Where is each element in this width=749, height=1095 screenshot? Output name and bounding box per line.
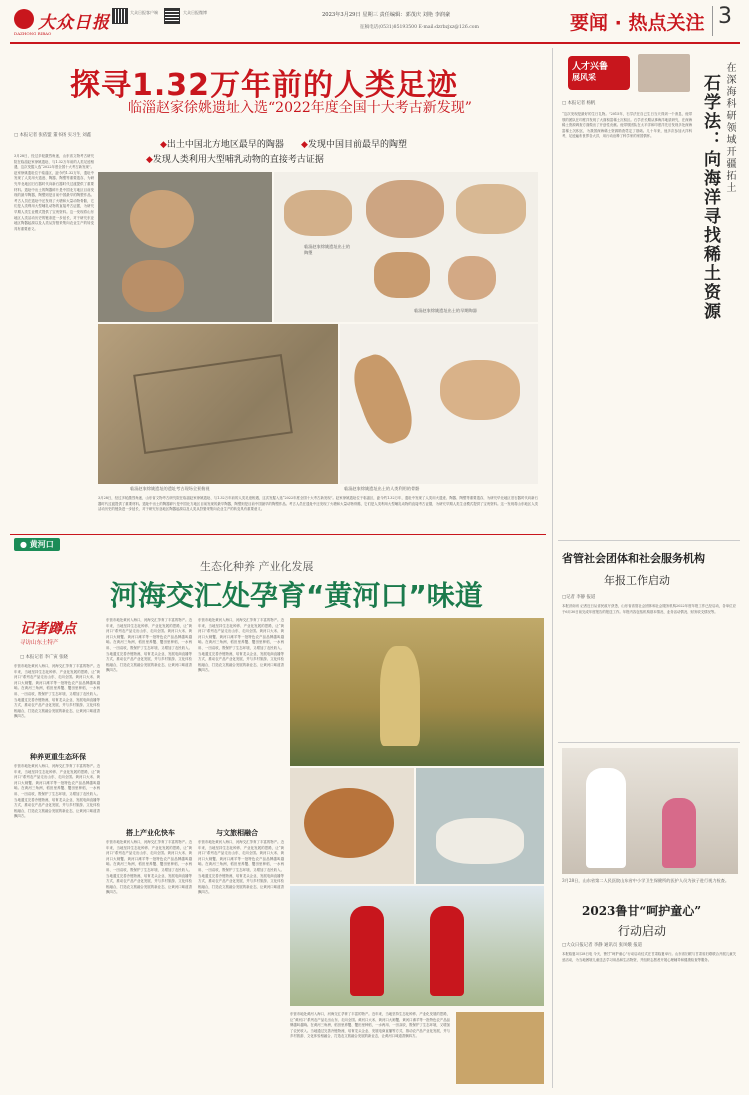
section-divider xyxy=(712,6,713,36)
location-pin-icon: ● xyxy=(20,539,27,549)
talent-badge xyxy=(568,56,630,90)
section-heading-2: 搭上产业化快车 xyxy=(126,828,175,837)
photo-crabs xyxy=(290,768,414,884)
page-number: 3 xyxy=(718,4,732,29)
farmer-figure xyxy=(350,906,384,996)
article-3 xyxy=(558,540,740,740)
photo-eye-check xyxy=(562,748,738,874)
byline: □大众日报记者 李静 通讯员 张凤娥 报道 xyxy=(562,943,642,948)
badge-subtitle: 展风采 xyxy=(572,72,596,82)
photo-caption-objects: 临淄赵家徐姚遗址出土的陶塑 xyxy=(304,244,351,255)
app-label-2: 大众日报微博 xyxy=(183,10,207,15)
artifact-shape xyxy=(122,260,184,312)
section-title: 要闻 · 热点关注 xyxy=(570,12,705,34)
bone-shape xyxy=(440,360,520,420)
diamond-icon: ◆ xyxy=(301,140,308,150)
byline: □ 本报记者 张依盟 董书扬 实习生 刘鑫 xyxy=(14,133,91,138)
doctor-figure xyxy=(586,768,626,868)
article-body-col1: 东营市地处黄河入海口，河海交汇孕育了丰富的物产。近年来，当地坚持生态化种养、产业化发展的思路，让“黄河口”系列农产品走出山东、走向全国。黄河口大米、黄河口大闸蟹、黄河口滩羊等一批特色农产品品牌越叫越响。在黄河三角洲，稻田里养蟹、蟹田里种稻，一水两用、一田双收，既保护了生态环境，又增加了农民收入。当地通过完善冷链物流、培育龙头企业、发展电商直播等方式，推动农产品产业化发展，并与乡村旅游、文化体验相融合，打造农文旅融合发展的新业态，让黄河口味道香飘四方。 xyxy=(14,664,100,719)
article-body: 本报临夏3月28日电 今天，鲁甘“呵护童心”行动启动仪式在甘肃临夏举行。山东省妇联与甘肃省妇联联合开展儿童关爱活动，为当地困境儿童送去学习用品和生活物资，并组织志愿者开展心理辅导和健康检查等服务。 xyxy=(562,952,736,962)
article-body-col2b: 东营市地处黄河入海口，河海交汇孕育了丰富的物产。近年来，当地坚持生态化种养、产业化发展的思路，让“黄河口”系列农产品走出山东、走向全国。黄河口大米、黄河口大闸蟹、黄河口滩羊等一批特色农产品品牌越叫越响。在黄河三角洲，稻田里养蟹、蟹田里种稻，一水两用、一田双收，既保护了生态环境，又增加了农民收入。当地通过完善冷链物流、培育龙头企业、发展电商直播等方式，推动农产品产业化发展，并与乡村旅游、文化体验相融合，打造农文旅融合发展的新业态，让黄河口味道香飘四方。 xyxy=(106,840,192,895)
article-body-col4: 东营市地处黄河入海口，河海交汇孕育了丰富的物产。近年来，当地坚持生态化种养、产业化发展的思路，让“黄河口”系列农产品走出山东、走向全国。黄河口大米、黄河口大闸蟹、黄河口滩羊等一批特色农产品品牌越叫越响。在黄河三角洲，稻田里养蟹、蟹田里种稻，一水两用、一田双收，既保护了生态环境，又增加了农民收入。当地通过完善冷链物流、培育龙头企业、发展电商直播等方式，推动农产品产业化发展，并与乡村旅游、文化体验相融合，打造农文旅融合发展的新业态，让黄河口味道香飘四方。 xyxy=(290,1012,450,1039)
artifact-shape xyxy=(284,190,352,236)
profile-body: “这次发现是最好的生日礼物。”2015年，石学法在自己生日当天得到一个消息，他带领的团队在印度洋发现了大面积富稀土沉积区。石学法长期从事海洋地质研究，在深海稀土资源调查方面做出了开创性贡献。他带领团队在太平洋和印度洋先后发现多处深海富稀土沉积区，为我国深海稀土资源勘查奠定了基础。几十年来，他多次参加大洋科考，足迹遍布世界各大洋，用行动诠释了科学家的家国情怀。 xyxy=(562,112,692,139)
article-body-left: 3月28日，经过多轮激烈角逐，山东省文物考古研究院在临淄赵家徐姚遗址、与1.32万年前的人类足迹相遇，这次发掘入选“2022年度全国十大考古新发现”。赵家徐姚遗址位于临淄区，距今约1.32万年，遗址中发现了人类用火遗迹、陶器、陶塑等重要遗存，为研究华北地区旧石器时代向新石器时代过渡提供了重要材料。遗址中出土的陶器碎片是中国北方地区目前发现的最早陶器，陶塑则是目前中国最早的陶塑作品。考古人员在遗址中还发现了火塘和大量动物骨骼，它们是人类利用大型哺乳动物的直接考古证据，为研究早期人类生业模式提供了宝贵资料。这一发现将山东地区人类活动历史的链条进一步延长，对于研究东亚地区陶器起源以及人类从狩猎采集向农业生产的转变具有重要意义。 xyxy=(14,154,94,231)
masthead-rule xyxy=(10,42,740,44)
photo-small xyxy=(456,1012,544,1084)
harvest-figure xyxy=(380,646,420,746)
series-label: 记者蹲点 xyxy=(20,621,76,637)
article-body-col3b: 东营市地处黄河入海口，河海交汇孕育了丰富的物产。近年来，当地坚持生态化种养、产业化发展的思路，让“黄河口”系列农产品走出山东、走向全国。黄河口大米、黄河口大闸蟹、黄河口滩羊等一批特色农产品品牌越叫越响。在黄河三角洲，稻田里养蟹、蟹田里种稻，一水两用、一田双收，既保护了生态环境，又增加了农民收入。当地通过完善冷链物流、培育龙头企业、发展电商直播等方式，推动农产品产业化发展，并与乡村旅游、文化体验相融合，打造农文旅融合发展的新业态，让黄河口味道香飘四方。 xyxy=(198,840,284,895)
series-sub: 寻访山东土特产 xyxy=(20,640,59,646)
qr-code-icon xyxy=(112,8,128,24)
article-1 xyxy=(10,50,548,520)
photo-site xyxy=(98,324,338,484)
article-body: 本报济南讯 记者近日从省民政厅获悉，山东省省管社会团体和社会服务机构2022年度年报工作已经启动，各单位应于6月30日前完成年度报告的报送工作。年报内容包括机构基本情况、业务活动情况、财务收支情况等。 xyxy=(562,604,736,614)
crab-shape xyxy=(304,788,394,858)
photo-livestock xyxy=(416,768,544,884)
section-label: ● 黄河口 xyxy=(14,538,60,551)
section-heading-1: 种养更重生态环保 xyxy=(30,752,86,761)
diamond-icon: ◆ xyxy=(160,140,167,150)
headline: 2023鲁甘“呵护童心” xyxy=(582,904,702,918)
article-body-col2: 东营市地处黄河入海口，河海交汇孕育了丰富的物产。近年来，当地坚持生态化种养、产业化发展的思路，让“黄河口”系列农产品走出山东、走向全国。黄河口大米、黄河口大闸蟹、黄河口滩羊等一批特色农产品品牌越叫越响。在黄河三角洲，稻田里养蟹、蟹田里种稻，一水两用、一田双收，既保护了生态环境，又增加了农民收入。当地通过完善冷链物流、培育龙头企业、发展电商直播等方式，推动农产品产业化发展，并与乡村旅游、文化体验相融合，打造农文旅融合发展的新业态，让黄河口味道香飘四方。 xyxy=(106,618,192,673)
kicker: 生态化种养 产业化发展 xyxy=(200,560,314,573)
headline: 省管社会团体和社会服务机构 xyxy=(562,552,705,565)
photo-caption-site: 临淄赵家徐姚遗址的遗址考古现场全景俯视 xyxy=(130,486,210,491)
photo-caption-objects-2: 临淄赵家徐姚遗址出土的早期陶器 xyxy=(414,308,477,313)
photo-caption-bone: 临淄赵家徐姚遗址出土的人类利用的骨骼 xyxy=(344,486,420,491)
section-rule xyxy=(10,534,546,535)
artifact-shape xyxy=(456,184,526,234)
profile-title: 石学法：向海洋寻找稀土资源 xyxy=(700,74,720,321)
highlight-1: ◆出土中国北方地区最早的陶器 xyxy=(160,140,284,150)
highlights xyxy=(146,132,480,168)
article-2 xyxy=(10,530,548,1088)
column-divider xyxy=(552,48,553,1088)
article-divider xyxy=(558,540,740,541)
newspaper-logo-icon xyxy=(14,9,34,29)
paper-pinyin: DAZHONG RIBAO xyxy=(14,31,52,36)
masthead xyxy=(0,0,749,44)
paper-name: 大众日报 xyxy=(38,13,110,33)
qr-code-icon-2 xyxy=(164,8,180,24)
section-heading-3: 与文旅相融合 xyxy=(216,828,258,837)
photo-bone xyxy=(340,324,538,484)
photo-caption: 3月28日，山东省第二人民医院山东省中小学卫生保健所的医护人员为孩子进行视力检查。 xyxy=(562,878,730,883)
byline: □记者 李静 报道 xyxy=(562,595,596,600)
highlight-3: ◆发现人类利用大型哺乳动物的直接考古证据 xyxy=(146,155,324,165)
contact-line: 征稿电话(0531)85193500 E-mail:dzrbzjxz@126.com xyxy=(360,25,479,30)
photo-rice-field xyxy=(290,618,544,766)
byline: □ 本报记者 李广寅 张晓 xyxy=(20,655,68,660)
bone-shape xyxy=(346,349,420,449)
artifact-shape xyxy=(366,180,444,238)
date-line: 2023年3月29日 星期三 责任编辑：郭茂庆 刘艳 李润豪 xyxy=(322,12,451,18)
photo-artifacts xyxy=(98,172,272,322)
sidebar-profile xyxy=(558,50,740,536)
photo-farmers xyxy=(290,886,544,1006)
headline: 探寻1.32万年前的人类足迹 xyxy=(70,68,459,103)
article-body-col1b: 东营市地处黄河入海口，河海交汇孕育了丰富的物产。近年来，当地坚持生态化种养、产业化发展的思路，让“黄河口”系列农产品走出山东、走向全国。黄河口大米、黄河口大闸蟹、黄河口滩羊等一批特色农产品品牌越叫越响。在黄河三角洲，稻田里养蟹、蟹田里种稻，一水两用、一田双收，既保护了生态环境，又增加了农民收入。当地通过完善冷链物流、培育龙头企业、发展电商直播等方式，推动农产品产业化发展，并与乡村旅游、文化体验相融合，打造农文旅融合发展的新业态，让黄河口味道香飘四方。 xyxy=(14,764,100,819)
artifact-shape xyxy=(130,190,194,248)
article-body-bottom: 3月28日，经过多轮激烈角逐，山东省文物考古研究院在临淄赵家徐姚遗址、与1.32万年前的人类足迹相遇，这次发掘入选“2022年度全国十大考古新发现”。赵家徐姚遗址位于临淄区，距今约1.32万年，遗址中发现了人类用火遗迹、陶器、陶塑等重要遗存，为研究华北地区旧石器时代向新石器时代过渡提供了重要材料。遗址中出土的陶器碎片是中国北方地区目前发现的最早陶器，陶塑则是目前中国最早的陶塑作品。考古人员在遗址中还发现了火塘和大量动物骨骼，它们是人类利用大型哺乳动物的直接考古证据，为研究早期人类生业模式提供了宝贵资料。这一发现将山东地区人类活动历史的链条进一步延长，对于研究东亚地区陶器起源以及人类从狩猎采集向农业生产的转变具有重要意义。 xyxy=(98,496,538,512)
artifact-shape xyxy=(374,252,430,298)
portrait-photo xyxy=(638,54,690,92)
excavation-trench xyxy=(133,354,293,454)
artifact-shape xyxy=(448,256,496,300)
photo-artifacts-2 xyxy=(274,172,538,322)
child-figure xyxy=(662,798,696,868)
article-4 xyxy=(558,742,740,1088)
highlight-2: ◆发现中国目前最早的陶塑 xyxy=(301,140,407,150)
article-body-col3: 东营市地处黄河入海口，河海交汇孕育了丰富的物产。近年来，当地坚持生态化种养、产业化发展的思路，让“黄河口”系列农产品走出山东、走向全国。黄河口大米、黄河口大闸蟹、黄河口滩羊等一批特色农产品品牌越叫越响。在黄河三角洲，稻田里养蟹、蟹田里种稻，一水两用、一田双收，既保护了生态环境，又增加了农民收入。当地通过完善冷链物流、培育龙头企业、发展电商直播等方式，推动农产品产业化发展，并与乡村旅游、文化体验相融合，打造农文旅融合发展的新业态，让黄河口味道香飘四方。 xyxy=(198,618,284,673)
headline: 河海交汇处孕育“黄河口”味道 xyxy=(110,579,483,612)
diamond-icon: ◆ xyxy=(146,155,153,165)
farmer-figure xyxy=(430,906,464,996)
article-divider xyxy=(558,742,740,743)
app-label-1: 大众日报客户端 xyxy=(130,10,158,15)
profile-subtitle: 在深海科研领域开疆拓土 xyxy=(724,62,735,194)
sheep-shape xyxy=(436,818,524,864)
subheadline: 行动启动 xyxy=(618,924,667,938)
subheadline: 临淄赵家徐姚遗址入选“2022年度全国十大考古新发现” xyxy=(128,100,472,116)
byline: □ 本报记者 杨帆 xyxy=(562,101,596,106)
series-badge xyxy=(20,618,100,648)
badge-title: 人才兴鲁 xyxy=(572,62,609,72)
subheadline: 年报工作启动 xyxy=(604,574,670,587)
